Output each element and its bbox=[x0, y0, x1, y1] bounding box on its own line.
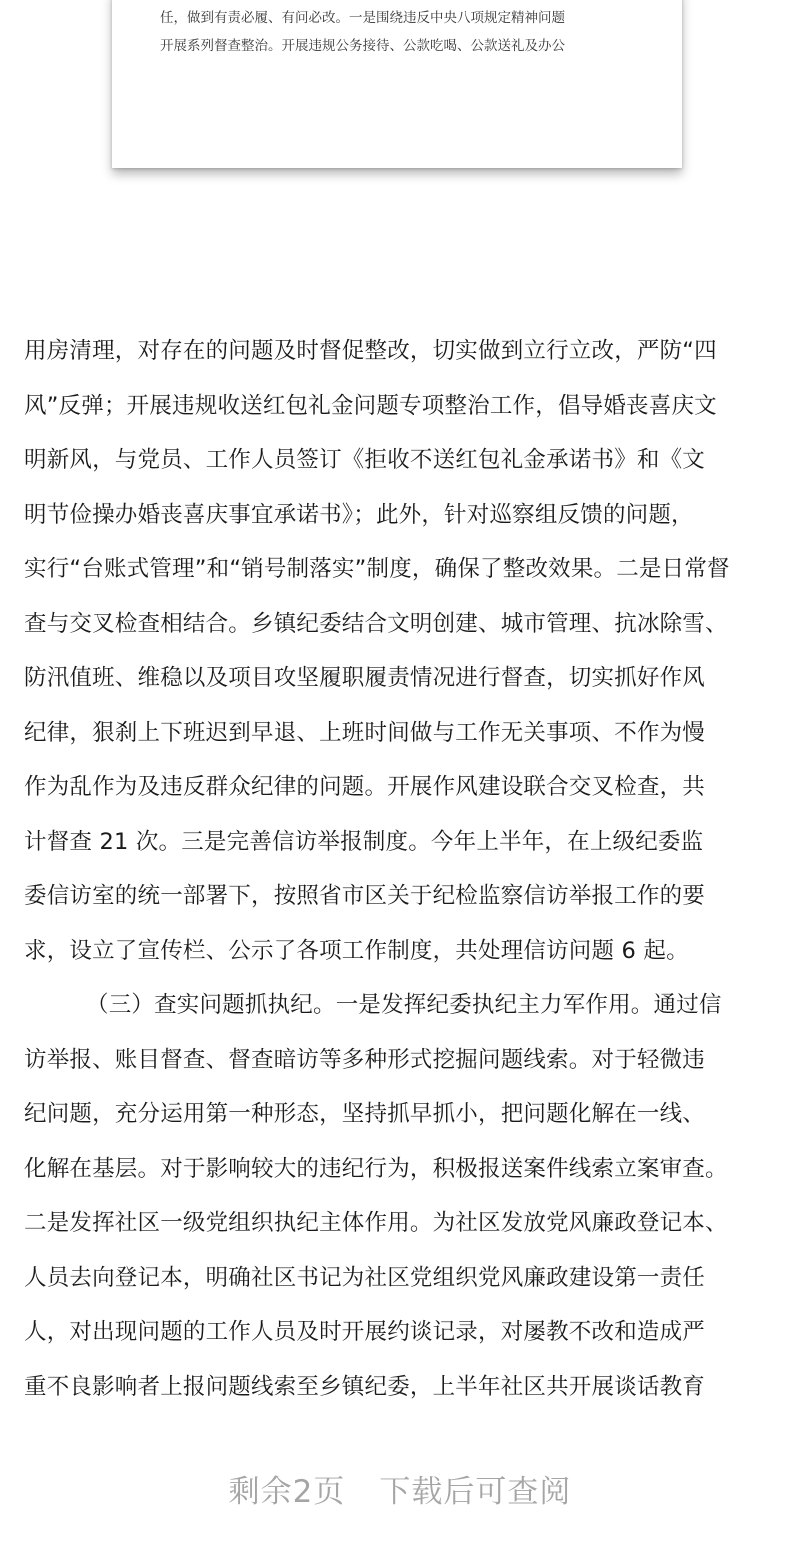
body-line: 明节俭操办婚丧喜庆事宜承诺书》；此外，针对巡察组反馈的问题， bbox=[24, 501, 694, 528]
preview-line-2: 开展系列督查整治。开展违规公务接待、公款吃喝、公款送礼及办公 bbox=[160, 38, 565, 54]
body-line: 求，设立了宣传栏、公示了各项工作制度，共处理信访问题 6 起。 bbox=[24, 937, 689, 964]
body-line: 委信访室的统一部署下，按照省市区关于纪检监察信访举报工作的要 bbox=[24, 883, 706, 909]
body-line: 化解在基层。对于影响较大的违纪行为，积极报送案件线索立案审查。 bbox=[24, 1155, 728, 1182]
download-prompt[interactable] bbox=[0, 1466, 800, 1511]
body-line: 实行“台账式管理”和“销号制落实”制度，确保了整改效果。二是日常督 bbox=[24, 556, 730, 582]
previous-page-preview bbox=[112, 0, 682, 168]
body-line: 查与交叉检查相结合。乡镇纪委结合文明创建、城市管理、抗冰除雪、 bbox=[24, 610, 728, 637]
body-line: 明新风，与党员、工作人员签订《拒收不送红包礼金承诺书》和《文 bbox=[24, 447, 706, 473]
body-line: 重不良影响者上报问题线索至乡镇纪委，上半年社区共开展谈话教育 bbox=[24, 1373, 706, 1400]
body-line: 作为乱作为及违反群众纪律的问题。开展作风建设联合交叉检查，共 bbox=[24, 774, 706, 800]
section-heading-line: （三）查实问题抓执纪。一是发挥纪委执纪主力军作用。通过信 bbox=[86, 992, 722, 1018]
body-line: 计督查 21 次。三是完善信访举报制度。今年上半年，在上级纪委监 bbox=[24, 828, 704, 855]
download-hint-label: 下载后可查阅 bbox=[379, 1474, 572, 1510]
body-line: 纪问题，充分运用第一种形态，坚持抓早抓小，把问题化解在一线、 bbox=[24, 1101, 706, 1127]
document-body bbox=[24, 324, 784, 1414]
body-line: 访举报、账目督查、督查暗访等多种形式挖掘问题线索。对于轻微违 bbox=[24, 1046, 706, 1073]
body-line: 二是发挥社区一级党组织执纪主体作用。为社区发放党风廉政登记本、 bbox=[24, 1210, 728, 1236]
body-line: 人，对出现问题的工作人员及时开展约谈记录，对屡教不改和造成严 bbox=[24, 1319, 706, 1345]
body-line: 风”反弹；开展违规收送红包礼金问题专项整治工作，倡导婚丧喜庆文 bbox=[24, 392, 717, 419]
body-line: 用房清理，对存在的问题及时督促整改，切实做到立行立改，严防“四 bbox=[24, 338, 717, 364]
remaining-pages-label: 剩余2页 bbox=[228, 1474, 346, 1510]
body-line: 纪律，狠刹上下班迟到早退、上班时间做与工作无关事项、不作为慢 bbox=[24, 719, 706, 746]
preview-line-1: 任，做到有责必履、有问必改。一是围绕违反中央八项规定精神问题 bbox=[160, 10, 565, 26]
body-line: 人员去向登记本，明确社区书记为社区党组织党风廉政建设第一责任 bbox=[24, 1264, 706, 1291]
body-line: 防汛值班、维稳以及项目攻坚履职履责情况进行督查，切实抓好作风 bbox=[24, 665, 706, 691]
